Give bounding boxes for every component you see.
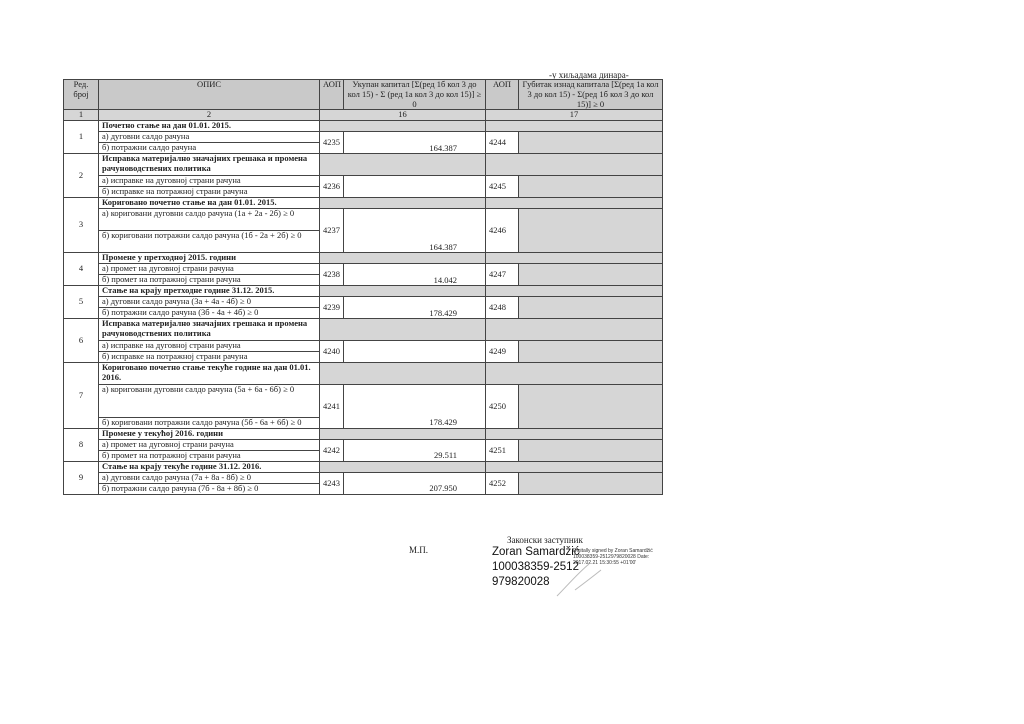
- row-number: 2: [64, 154, 99, 198]
- total-capital-value: 164.387: [344, 209, 486, 253]
- col16-title-cell: [320, 429, 486, 440]
- table-row: [64, 154, 663, 176]
- signer-id2: 979820028: [492, 576, 550, 588]
- signature-scribble-icon: [555, 560, 605, 600]
- aop-code-2: 4246: [486, 209, 519, 253]
- index-1: 1: [64, 110, 99, 121]
- row-line-b: б) исправке на потражној страни рачуна: [99, 187, 320, 198]
- col16-title-cell: [320, 363, 486, 385]
- table-row: [64, 121, 663, 132]
- row-title: Кориговано почетно стање на дан 01.01. 2015.: [99, 198, 320, 209]
- row-line-b: б) потражни салдо рачуна (7б - 8а + 8б) ≥ 0: [99, 484, 320, 495]
- table-row: [64, 132, 663, 143]
- unit-note: -у хиљадама динара-: [549, 70, 629, 80]
- table-row: [64, 385, 663, 418]
- row-title: Стање на крају претходне године 31.12. 2015.: [99, 286, 320, 297]
- signer-name: Zoran Samardžić: [492, 546, 580, 558]
- header-col17: Губитак изнад капитала [Σ(ред 1а кол 3 до кол 15) - Σ(ред 1б кол 3 до кол 15)] ≥ 0: [519, 80, 663, 110]
- table-row: [64, 429, 663, 440]
- aop-code: 4235: [320, 132, 344, 154]
- index-16: 16: [320, 110, 486, 121]
- row-line-a: а) кориговани дуговни салдо рачуна (1а + 2а - 2б) ≥ 0: [99, 209, 320, 231]
- loss-above-capital-value: [519, 385, 663, 429]
- total-capital-value: 207.950: [344, 473, 486, 495]
- total-capital-value: 178.429: [344, 297, 486, 319]
- total-capital-value: 164.387: [344, 132, 486, 154]
- table-row: [64, 341, 663, 352]
- total-capital-value: 14.042: [344, 264, 486, 286]
- aop-code-2: 4248: [486, 297, 519, 319]
- loss-above-capital-value: [519, 297, 663, 319]
- aop-code: 4242: [320, 440, 344, 462]
- aop-code: 4238: [320, 264, 344, 286]
- table-row: [64, 209, 663, 231]
- col16-title-cell: [320, 286, 486, 297]
- digital-signature-text: Digitally signed by Zoran Samardžić 100038359-2512979820028 Date: 2017.02.21 15:30:55 +01'00': [573, 548, 653, 566]
- row-line-b: б) кориговани потражни салдо рачуна (5б - 6а + 6б) ≥ 0: [99, 418, 320, 429]
- table-row: [64, 473, 663, 484]
- table-row: [64, 440, 663, 451]
- table-row: [64, 286, 663, 297]
- col17-title-cell: [486, 286, 663, 297]
- capital-changes-table: [63, 79, 663, 495]
- aop-code: 4241: [320, 385, 344, 429]
- table-row: [64, 198, 663, 209]
- row-line-b: б) потражни салдо рачуна (3б - 4а + 4б) ≥ 0: [99, 308, 320, 319]
- row-line-b: б) кориговани потражни салдо рачуна (1б - 2а + 2б) ≥ 0: [99, 231, 320, 253]
- row-line-a: а) промет на дуговној страни рачуна: [99, 264, 320, 275]
- row-title: Исправка материјално значајних грешака и промена рачуноводствених политика: [99, 154, 320, 176]
- signer-id1: 100038359-2512: [492, 561, 579, 573]
- col17-title-cell: [486, 198, 663, 209]
- aop-code-2: 4249: [486, 341, 519, 363]
- row-title: Кориговано почетно стање текуће године на дан 01.01. 2016.: [99, 363, 320, 385]
- row-line-a: а) кориговани дуговни салдо рачуна (5а + 6а - 6б) ≥ 0: [99, 385, 320, 418]
- col17-title-cell: [486, 319, 663, 341]
- row-line-b: б) потражни салдо рачуна: [99, 143, 320, 154]
- table-row: [64, 462, 663, 473]
- header-aop: АОП: [320, 80, 344, 110]
- row-number: 4: [64, 253, 99, 286]
- index-2: 2: [99, 110, 320, 121]
- loss-above-capital-value: [519, 209, 663, 253]
- index-17: 17: [486, 110, 663, 121]
- header-col16: Укупан капитал [Σ(ред 1б кол 3 до кол 15) - Σ (ред 1а кол 3 до кол 15)] ≥ 0: [344, 80, 486, 110]
- row-number: 1: [64, 121, 99, 154]
- col16-title-cell: [320, 154, 486, 176]
- table-row: [64, 363, 663, 385]
- total-capital-value: 29.511: [344, 440, 486, 462]
- col17-title-cell: [486, 154, 663, 176]
- aop-code: 4239: [320, 297, 344, 319]
- row-title: Исправка материјално значајних грешака и промена рачуноводствених политика: [99, 319, 320, 341]
- col16-title-cell: [320, 198, 486, 209]
- row-title: Промене у текућој 2016. години: [99, 429, 320, 440]
- row-line-a: а) дуговни салдо рачуна: [99, 132, 320, 143]
- aop-code-2: 4251: [486, 440, 519, 462]
- col17-title-cell: [486, 121, 663, 132]
- loss-above-capital-value: [519, 440, 663, 462]
- loss-above-capital-value: [519, 176, 663, 198]
- aop-code: 4240: [320, 341, 344, 363]
- header-aop2: АОП: [486, 80, 519, 110]
- table-row: [64, 319, 663, 341]
- aop-code: 4236: [320, 176, 344, 198]
- row-number: 7: [64, 363, 99, 429]
- legal-representative-label: Законски заступник: [507, 535, 583, 545]
- row-number: 5: [64, 286, 99, 319]
- loss-above-capital-value: [519, 341, 663, 363]
- row-number: 9: [64, 462, 99, 495]
- row-number: 6: [64, 319, 99, 363]
- row-number: 3: [64, 198, 99, 253]
- col17-title-cell: [486, 363, 663, 385]
- table-row: [64, 297, 663, 308]
- table-row: [64, 264, 663, 275]
- row-title: Промене у претходној 2015. години: [99, 253, 320, 264]
- col16-title-cell: [320, 462, 486, 473]
- col17-title-cell: [486, 253, 663, 264]
- col16-title-cell: [320, 319, 486, 341]
- row-line-a: а) промет на дуговној страни рачуна: [99, 440, 320, 451]
- row-line-a: а) исправке на дуговној страни рачуна: [99, 176, 320, 187]
- aop-code-2: 4244: [486, 132, 519, 154]
- row-line-a: а) исправке на дуговној страни рачуна: [99, 341, 320, 352]
- aop-code-2: 4252: [486, 473, 519, 495]
- row-title: Почетно стање на дан 01.01. 2015.: [99, 121, 320, 132]
- loss-above-capital-value: [519, 473, 663, 495]
- row-line-b: б) исправке на потражној страни рачуна: [99, 352, 320, 363]
- col17-title-cell: [486, 462, 663, 473]
- col16-title-cell: [320, 253, 486, 264]
- aop-code-2: 4247: [486, 264, 519, 286]
- seal-label: М.П.: [409, 545, 429, 555]
- header-opis: ОПИС: [99, 80, 320, 110]
- row-number: 8: [64, 429, 99, 462]
- table-row: [64, 176, 663, 187]
- row-title: Стање на крају текуће године 31.12. 2016.: [99, 462, 320, 473]
- row-line-a: а) дуговни салдо рачуна (7а + 8а - 8б) ≥ 0: [99, 473, 320, 484]
- aop-code-2: 4245: [486, 176, 519, 198]
- loss-above-capital-value: [519, 264, 663, 286]
- header-rbr: Ред. број: [64, 80, 99, 110]
- row-line-b: б) промет на потражној страни рачуна: [99, 275, 320, 286]
- aop-code: 4243: [320, 473, 344, 495]
- col16-title-cell: [320, 121, 486, 132]
- total-capital-value: 178.429: [344, 385, 486, 429]
- row-line-a: а) дуговни салдо рачуна (3а + 4а - 4б) ≥ 0: [99, 297, 320, 308]
- row-line-b: б) промет на потражној страни рачуна: [99, 451, 320, 462]
- total-capital-value: [344, 176, 486, 198]
- col17-title-cell: [486, 429, 663, 440]
- table-row: [64, 253, 663, 264]
- aop-code: 4237: [320, 209, 344, 253]
- total-capital-value: [344, 341, 486, 363]
- loss-above-capital-value: [519, 132, 663, 154]
- aop-code-2: 4250: [486, 385, 519, 429]
